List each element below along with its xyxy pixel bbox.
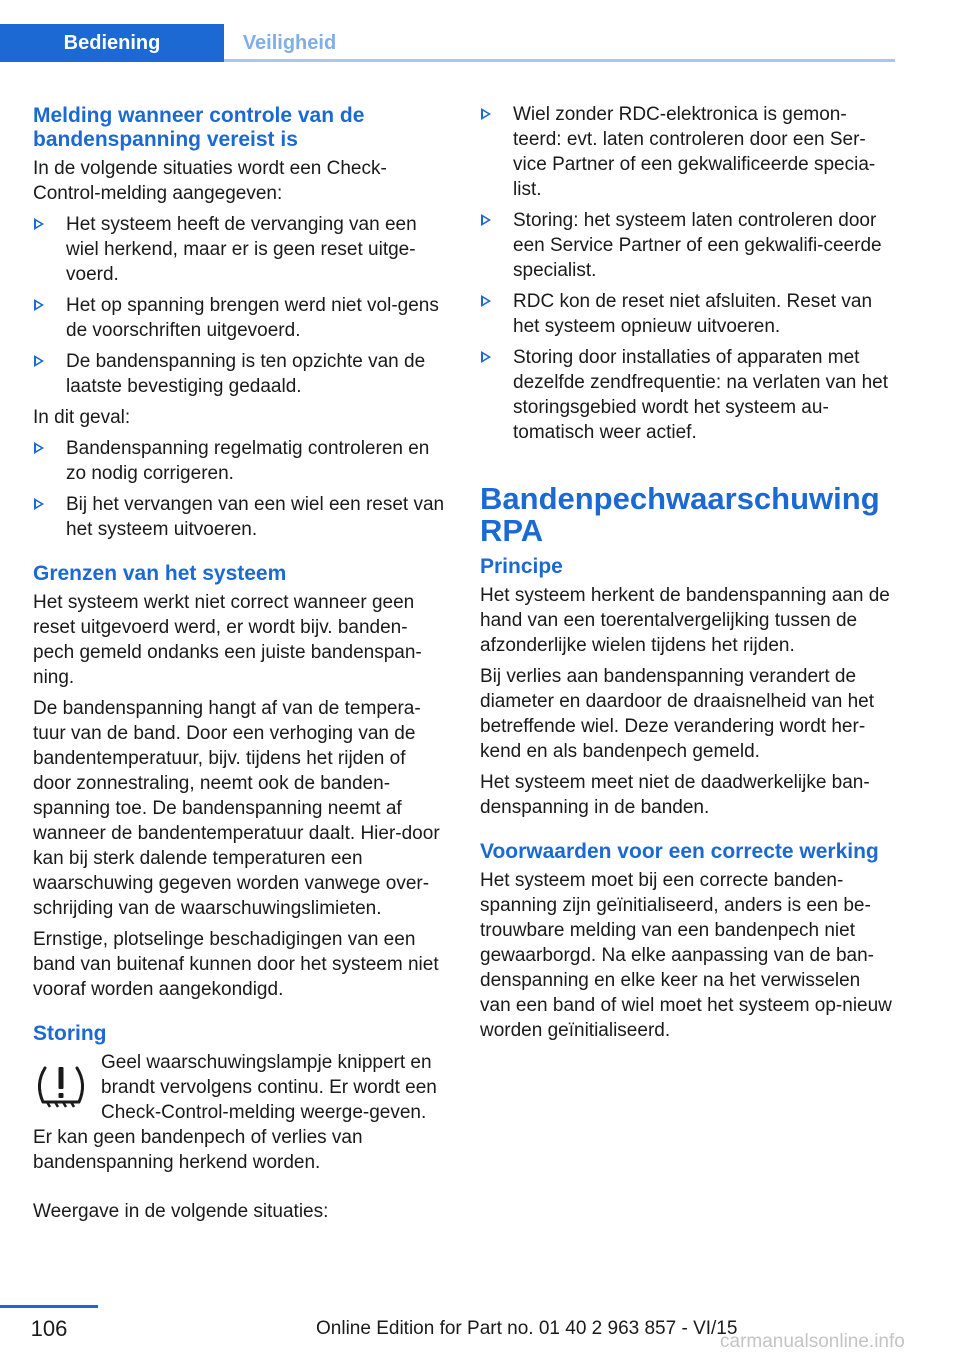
paragraph-weergave: Weergave in de volgende situaties: bbox=[33, 1201, 329, 1222]
section-tabs bbox=[0, 0, 895, 62]
paragraph-principe-2: Bij verlies aan bandenspanning verandert de diameter en daardoor de draaisnelheid van het betreffende wiel. Deze verandering wordt her-kend en als bandenpech gemeld. bbox=[480, 666, 874, 762]
list-item-text: Wiel zonder RDC-elektronica is gemon-teerd: evt. laten controleren door een Ser-vice Partner of een gekwalificeerde specia-list. bbox=[513, 104, 876, 200]
paragraph-voorwaarden: Het systeem moet bij een correcte banden-spanning zijn geïnitialiseerd, anders is een be-trouwbare melding van een bandenpech niet gewaarborgd. Na elke aanpassing van de ban-denspanning en elke keer na het verwisselen van een band of wiel moet het systeem op-nieuw worden geïnitialiseerd. bbox=[480, 870, 892, 1041]
bullet-triangle-icon bbox=[34, 218, 44, 230]
list-item-text: Bandenspanning regelmatig controleren en zo nodig corrigeren. bbox=[66, 438, 430, 484]
bullet-triangle-icon bbox=[481, 351, 491, 363]
list-item-text: RDC kon de reset niet afsluiten. Reset van het systeem opnieuw uitvoeren. bbox=[513, 291, 873, 337]
bullet-triangle-icon bbox=[481, 214, 491, 226]
paragraph-grenzen-2: De bandenspanning hangt af van de tempera-tuur van de band. Door een verhoging van de bandentemperatuur, bijv. tijdens het rijden of door zonnestraling, neemt ook de banden-spanning toe. De bandenspanning neemt af wanneer de bandentemperatuur daalt. Hier-door kan bij sterk dalende temperaturen een waarschuwing gegeven worden vanwege over-schrijding van de waarschuwingslimieten. bbox=[33, 698, 440, 919]
list-situaties bbox=[33, 212, 445, 399]
tab-divider bbox=[224, 59, 895, 62]
list-item bbox=[33, 349, 445, 399]
heading-melding: Melding wanneer controle van de bandenspanning vereist is bbox=[33, 104, 365, 151]
paragraph-geval: In dit geval: bbox=[33, 407, 131, 428]
storing-block bbox=[33, 1050, 445, 1175]
bullet-triangle-icon bbox=[34, 355, 44, 367]
list-item-text: Bij het vervangen van een wiel een reset van het systeem uitvoeren. bbox=[66, 494, 445, 540]
tire-pressure-warning-icon bbox=[33, 1056, 89, 1112]
paragraph-principe-3: Het systeem meet niet de daadwerkelijke ban-denspanning in de banden. bbox=[480, 772, 870, 818]
left-column bbox=[33, 104, 445, 1230]
bullet-triangle-icon bbox=[481, 295, 491, 307]
list-item bbox=[480, 102, 895, 202]
heading-storing: Storing bbox=[33, 1022, 107, 1045]
bullet-triangle-icon bbox=[34, 442, 44, 454]
heading-principe: Principe bbox=[480, 555, 563, 578]
heading-grenzen: Grenzen van het systeem bbox=[33, 562, 287, 585]
tab-veiligheid[interactable]: Veiligheid bbox=[242, 31, 337, 54]
list-item bbox=[480, 345, 895, 445]
list-item bbox=[33, 492, 445, 542]
footer-rule bbox=[0, 1305, 98, 1308]
list-item bbox=[33, 436, 445, 486]
list-item-text: Het op spanning brengen werd niet vol-gens de voorschriften uitgevoerd. bbox=[66, 295, 439, 341]
paragraph-storing: Geel waarschuwingslampje knippert en brandt vervolgens continu. Er wordt een Check-Control-melding weerge-geven. Er kan geen bandenpech of verlies van bandenspanning herkend worden. bbox=[33, 1052, 437, 1173]
watermark: carmanualsonline.info bbox=[720, 1331, 905, 1352]
bullet-triangle-icon bbox=[34, 299, 44, 311]
list-item bbox=[33, 293, 445, 343]
page-number: 106 bbox=[30, 1316, 68, 1341]
bullet-triangle-icon bbox=[34, 498, 44, 510]
list-item bbox=[480, 208, 895, 283]
list-weergave bbox=[480, 102, 895, 445]
bullet-triangle-icon bbox=[481, 108, 491, 120]
list-item-text: De bandenspanning is ten opzichte van de laatste bevestiging gedaald. bbox=[66, 351, 426, 397]
list-item bbox=[33, 212, 445, 287]
paragraph-situaties: In de volgende situaties wordt een Check-Control-melding aangegeven: bbox=[33, 158, 387, 204]
list-item-text: Storing: het systeem laten controleren door een Service Partner of een gekwalifi-ceerde specialist. bbox=[513, 210, 882, 281]
list-item-text: Storing door installaties of apparaten met dezelfde zendfrequentie: na verlaten van het storingsgebied wordt het systeem au-tomatisch weer actief. bbox=[513, 347, 888, 443]
paragraph-grenzen-3: Ernstige, plotselinge beschadigingen van een band van buitenaf kunnen door het systeem niet vooraf worden aangekondigd. bbox=[33, 929, 439, 1000]
list-item bbox=[480, 289, 895, 339]
heading-voorwaarden: Voorwaarden voor een correcte werking bbox=[480, 840, 879, 863]
tab-bediening[interactable]: Bediening bbox=[0, 24, 224, 62]
right-column bbox=[480, 102, 895, 1049]
list-geval bbox=[33, 436, 445, 542]
edition-text: Online Edition for Part no. 01 40 2 963 857 - VI/15 bbox=[316, 1318, 738, 1339]
heading-rpa: Bandenpechwaarschuwing RPA bbox=[480, 481, 880, 548]
paragraph-grenzen-1: Het systeem werkt niet correct wanneer geen reset uitgevoerd werd, er wordt bijv. banden-pech gemeld ondanks een juiste bandenspan-ning. bbox=[33, 592, 422, 688]
paragraph-principe-1: Het systeem herkent de bandenspanning aan de hand van een toerentalvergelijking tussen de afzonderlijke wielen tijdens het rijden. bbox=[480, 585, 890, 656]
list-item-text: Het systeem heeft de vervanging van een wiel herkend, maar er is geen reset uitge-voerd. bbox=[66, 214, 417, 285]
